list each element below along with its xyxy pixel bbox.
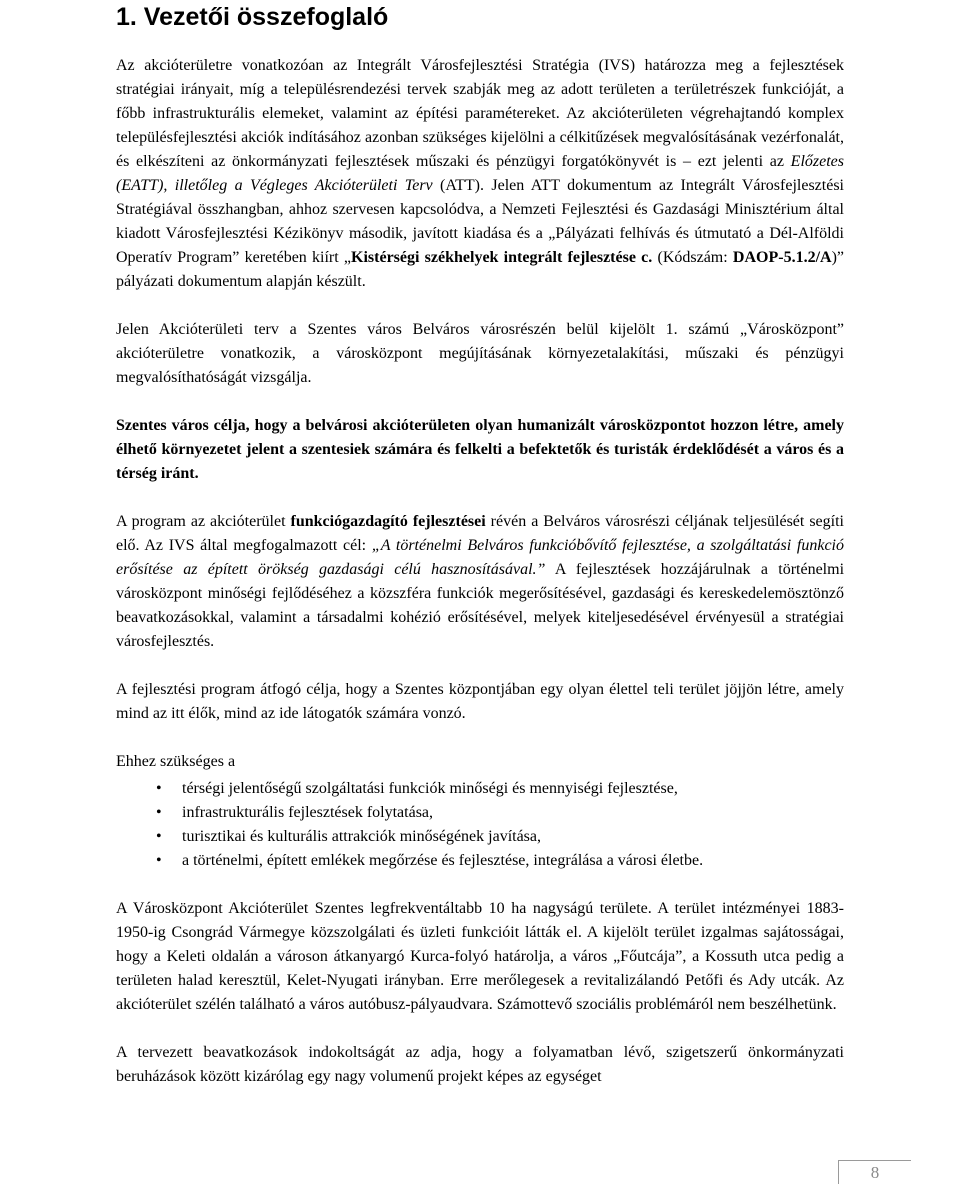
page-number: 8 (838, 1160, 911, 1184)
list-item-text: infrastrukturális fejlesztések folytatása, (182, 804, 434, 821)
paragraph-intro (116, 54, 844, 294)
paragraph-requirements-intro: Ehhez szükséges a (116, 753, 236, 770)
section-heading: 1. Vezetői összefoglaló (116, 3, 389, 31)
text-run: (ATT). Jelen ATT dokumentum az Integrált Városfejlesztési Stratégiával összhangban, ahhoz szervesen kapcsolódva, a Nemzeti Fejlesztési és Gazdasági Minisztérium által kiadott Városfejlesztési Kézikönyv második, javított kiadása és a „Pályázati felhívás és útmutató a Dél-Alföldi Operatív Program” keretében kiírt „ (116, 177, 844, 266)
bullet-icon: • (156, 804, 162, 821)
text-run: A program az akcióterület (116, 513, 291, 530)
bullet-icon: • (156, 852, 162, 869)
italic-run: „A történelmi Belváros funkcióbővítő fejlesztése, a szolgáltatási funkció erősítése az épített örökség gazdasági célú hasznosításával.” (116, 537, 844, 578)
paragraph-area-scope: Jelen Akcióterületi terv a Szentes város Belváros városrészén belül kijelölt 1. számú „Városközpont” akcióterületre vonatkozik, a városközpont megújításának környezetalakítási, műszaki és pénzügyi megvalósíthatóságát vizsgálja. (116, 321, 844, 386)
text-run: )” pályázati dokumentum alapján készült. (116, 249, 845, 290)
bullet-icon: • (156, 780, 162, 797)
paragraph-overall-goal: A fejlesztési program átfogó célja, hogy a Szentes központjában egy olyan élettel teli terület jöjjön létre, amely mind az itt élők, mind az ide látogatók számára vonzó. (116, 681, 844, 722)
text-run: A fejlesztések hozzájárulnak a történelmi városközpont minőségi fejlődéséhez a közszféra funkciók megerősítésével, gazdasági és kereskedelemösztönző beavatkozásokkal, valamint a társadalmi kohézió erősítésével, melyek kiteljesedésével érvényesül a stratégiai városfejlesztés. (116, 561, 845, 650)
list-item (116, 777, 844, 801)
italic-run: Előzetes (EATT), illetőleg a Végleges Akcióterületi Terv (116, 153, 844, 194)
bold-run: Kistérségi székhelyek integrált fejlesztése c. (351, 249, 653, 266)
list-item-text: a történelmi, épített emlékek megőrzése és fejlesztése, integrálása a városi életbe. (182, 852, 704, 869)
requirements-list (116, 777, 844, 873)
paragraph-justification: A tervezett beavatkozások indokoltságát az adja, hogy a folyamatban lévő, szigetszerű önkormányzati beruházások között kizárólag egy nagy volumenű projekt képes az egységet (116, 1044, 844, 1085)
list-item-text: turisztikai és kulturális attrakciók minőségének javítása, (182, 828, 542, 845)
paragraph-program (116, 510, 844, 654)
bold-run: DAOP-5.1.2/A (732, 249, 832, 266)
list-item (116, 849, 844, 873)
list-item (116, 801, 844, 825)
text-run: (Kódszám: (652, 249, 733, 266)
intro-block (116, 54, 844, 1089)
text-run: Az akcióterületre vonatkozóan az Integrált Városfejlesztési Stratégia (IVS) határozza meg a fejlesztések stratégiai irányait, míg a településrendezési tervek szabják meg az adott területen a területrészek funkcióját, a főbb infrastrukturális elemeket, valamint az építési paramétereket. Az akcióterületen végrehajtandó komplex településfejlesztési akciók indításához azonban szükséges kijelölni a célkitűzések megvalósításának vezérfonalát, és elkészíteni az önkormányzati fejlesztések műszaki és pénzügyi forgatókönyvét is – ezt jelenti az (116, 57, 844, 170)
text-run: révén a Belváros városrészi céljának teljesülését segíti elő. Az IVS által megfogalmazott cél: (116, 513, 844, 554)
bullet-icon: • (156, 828, 162, 845)
paragraph-city-goal: Szentes város célja, hogy a belvárosi akcióterületen olyan humanizált városközpontot hozzon létre, amely élhető környezetet jelent a szentesiek számára és felkelti a befektetők és turisták érdeklődését a város és a térség iránt. (116, 417, 844, 482)
list-item-text: térségi jelentőségű szolgáltatási funkciók minőségi és mennyiségi fejlesztése, (182, 780, 678, 797)
bold-run: funkciógazdagító fejlesztései (290, 513, 486, 530)
list-item (116, 825, 844, 849)
paragraph-area-description: A Városközpont Akcióterület Szentes legfrekventáltabb 10 ha nagyságú területe. A terület intézményei 1883-1950-ig Csongrád Vármegye közszolgálati és üzleti funkcióit látták el. A kijelölt terület izgalmas sajátosságai, hogy a Keleti oldalán a városon átkanyargó Kurca-folyó határolja, a város „Főutcája”, a Kossuth utca pedig a területen halad keresztül, Kelet-Nyugati irányban. Erre merőlegesek a revitalizálandó Petőfi és Ady utcák. Az akcióterület szélén található a város autóbusz-pályaudvara. Számottevő szociális problémáról nem beszélhetünk. (116, 900, 844, 1013)
